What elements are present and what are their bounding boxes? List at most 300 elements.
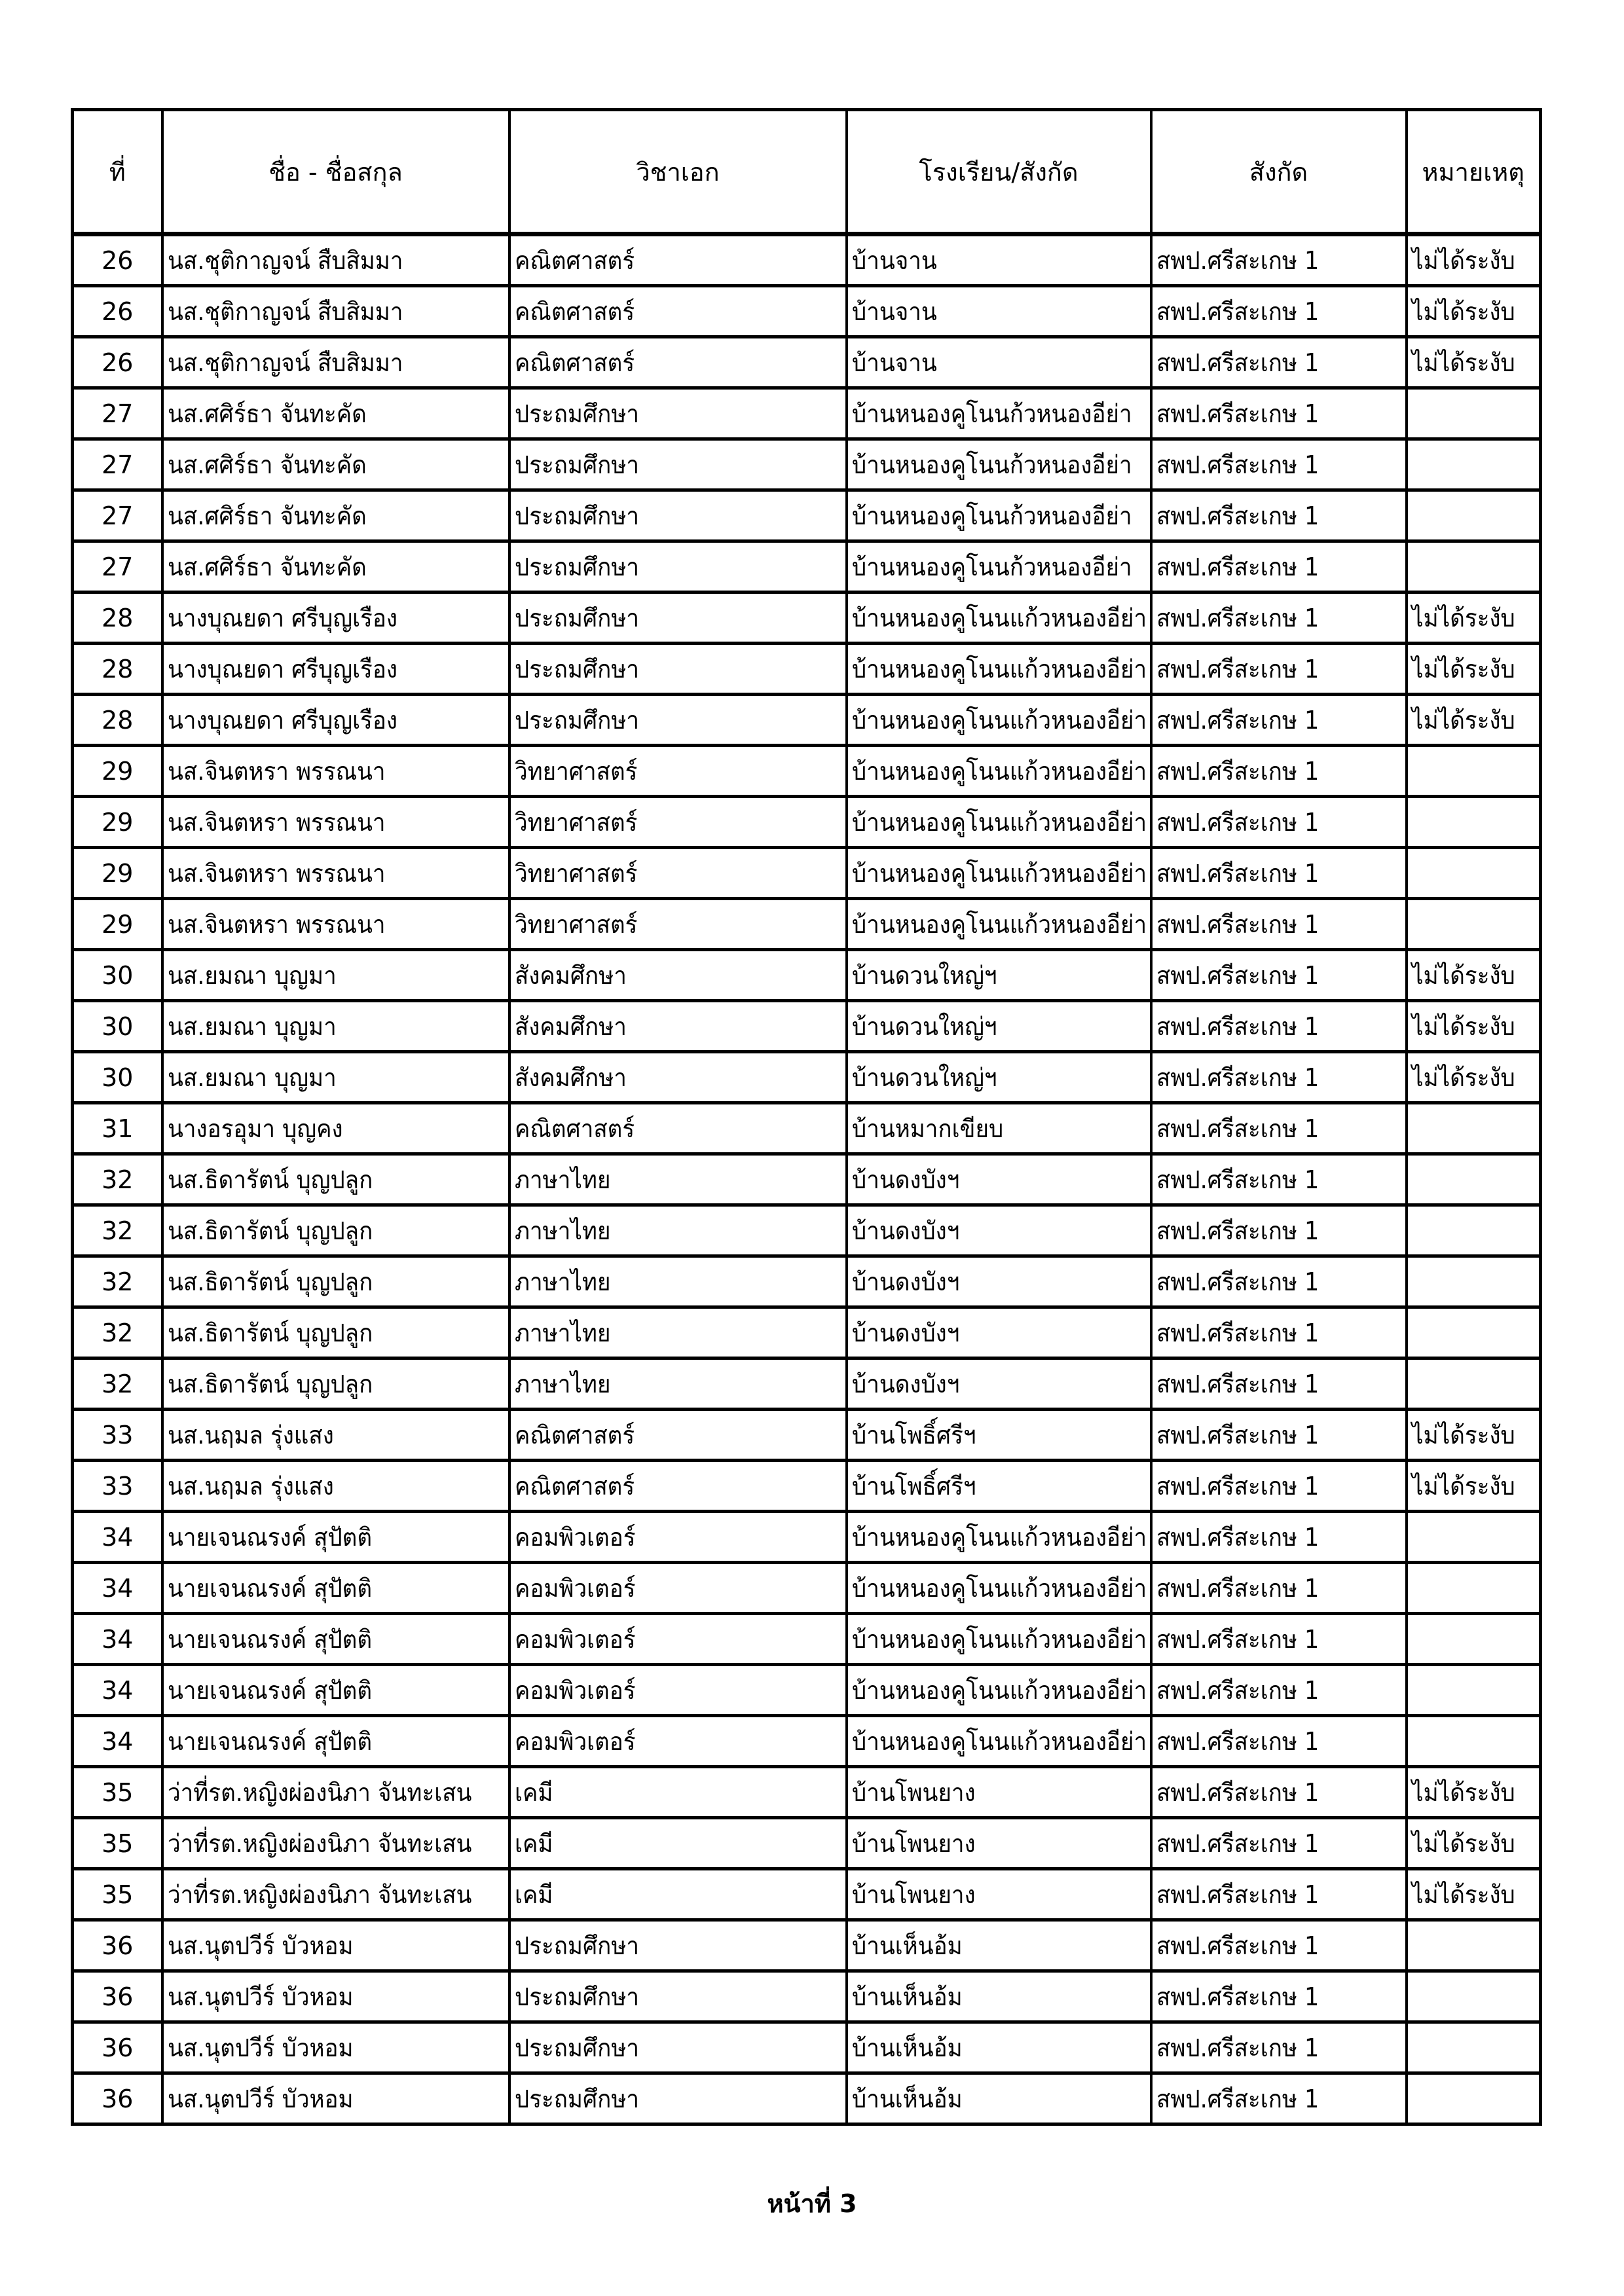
cell-name	[162, 2022, 509, 2073]
cell-school	[847, 1971, 1151, 2022]
cell-school-text: บ้านหนองคูโนนแก้วหนองอีย่า	[851, 603, 1147, 632]
cell-no-text: 32	[101, 1318, 134, 1347]
cell-school-text: บ้านดวนใหญ่ฯ	[851, 960, 997, 990]
cell-school-text: บ้านโพธิ์ศรีฯ	[851, 1471, 976, 1501]
cell-note	[1407, 541, 1541, 592]
cell-major	[509, 1410, 847, 1461]
cell-major-text: ประถมศึกษา	[514, 603, 639, 632]
cell-school	[847, 1818, 1151, 1869]
cell-note	[1407, 1716, 1541, 1767]
cell-school	[847, 899, 1151, 950]
cell-affiliation-text: สพป.ศรีสะเกษ 1	[1156, 1624, 1319, 1654]
cell-no-text: 35	[101, 1777, 134, 1807]
cell-school-text: บ้านจาน	[851, 348, 937, 377]
cell-no-text: 33	[101, 1471, 134, 1501]
cell-affiliation-text: สพป.ศรีสะเกษ 1	[1156, 450, 1319, 479]
table-body	[73, 234, 1541, 2124]
cell-affiliation	[1151, 592, 1407, 644]
cell-major-text: ภาษาไทย	[514, 1318, 610, 1347]
cell-major	[509, 592, 847, 644]
header-major: วิชาเอก	[509, 110, 847, 234]
cell-no	[73, 1256, 162, 1307]
table-row	[73, 1256, 1541, 1307]
cell-affiliation-text: สพป.ศรีสะเกษ 1	[1156, 1165, 1319, 1194]
cell-major	[509, 1103, 847, 1154]
cell-affiliation-text: สพป.ศรีสะเกษ 1	[1156, 246, 1319, 275]
cell-affiliation-text: สพป.ศรีสะเกษ 1	[1156, 1931, 1319, 1960]
cell-major	[509, 286, 847, 337]
cell-major-text: วิทยาศาสตร์	[514, 909, 637, 939]
cell-no-text: 32	[101, 1369, 134, 1398]
cell-no-text: 34	[101, 1522, 134, 1552]
cell-note	[1407, 1665, 1541, 1716]
cell-school-text: บ้านหนองคูโนนก้วหนองอีย่า	[851, 399, 1132, 428]
cell-name-text: นส.ยมณา บุญมา	[167, 960, 337, 990]
cell-no-text: 34	[101, 1573, 134, 1603]
cell-no-text: 36	[101, 2084, 134, 2113]
cell-school	[847, 2022, 1151, 2073]
header-row	[73, 110, 1541, 234]
header-no: ที่	[73, 110, 162, 234]
cell-no	[73, 1512, 162, 1563]
cell-no	[73, 1052, 162, 1103]
cell-major	[509, 337, 847, 388]
cell-no	[73, 388, 162, 439]
cell-major-text: ประถมศึกษา	[514, 1931, 639, 1960]
table-row	[73, 490, 1541, 541]
cell-no-text: 32	[101, 1216, 134, 1245]
cell-no	[73, 337, 162, 388]
cell-major	[509, 848, 847, 899]
cell-no	[73, 746, 162, 797]
cell-note	[1407, 1256, 1541, 1307]
cell-no-text: 32	[101, 1267, 134, 1296]
cell-name	[162, 1358, 509, 1410]
cell-affiliation-text: สพป.ศรีสะเกษ 1	[1156, 1420, 1319, 1449]
cell-name	[162, 644, 509, 695]
table-row	[73, 1512, 1541, 1563]
cell-school-text: บ้านหนองคูโนนแก้วหนองอีย่า	[851, 705, 1147, 735]
cell-major	[509, 1614, 847, 1665]
cell-no-text: 36	[101, 1931, 134, 1960]
cell-name-text: นส.ธิดารัตน์ บุญปลูก	[167, 1267, 373, 1296]
cell-school	[847, 1358, 1151, 1410]
cell-no-text: 32	[101, 1165, 134, 1194]
table-row	[73, 848, 1541, 899]
cell-no	[73, 899, 162, 950]
cell-major	[509, 1001, 847, 1052]
cell-major	[509, 1358, 847, 1410]
cell-note-text: ไม่ได้ระงับ	[1411, 297, 1515, 326]
cell-note	[1407, 490, 1541, 541]
cell-major	[509, 746, 847, 797]
cell-affiliation-text: สพป.ศรีสะเกษ 1	[1156, 1216, 1319, 1245]
table-row	[73, 1818, 1541, 1869]
cell-affiliation-text: สพป.ศรีสะเกษ 1	[1156, 1573, 1319, 1603]
cell-note	[1407, 1205, 1541, 1256]
cell-school-text: บ้านหนองคูโนนแก้วหนองอีย่า	[851, 1624, 1147, 1654]
cell-note-text: ไม่ได้ระงับ	[1411, 1011, 1515, 1041]
cell-school	[847, 644, 1151, 695]
cell-note	[1407, 234, 1541, 286]
cell-major	[509, 899, 847, 950]
cell-name-text: นส.ศศิร์ธา จันทะคัด	[167, 552, 367, 581]
table-row	[73, 234, 1541, 286]
cell-note	[1407, 746, 1541, 797]
cell-school-text: บ้านหนองคูโนนแก้วหนองอีย่า	[851, 1522, 1147, 1552]
cell-no	[73, 1205, 162, 1256]
cell-name	[162, 1869, 509, 1920]
cell-name-text: นส.ศศิร์ธา จันทะคัด	[167, 501, 367, 530]
cell-no	[73, 234, 162, 286]
cell-school	[847, 1256, 1151, 1307]
cell-no-text: 34	[101, 1726, 134, 1756]
header-name: ชื่อ - ชื่อสกุล	[162, 110, 509, 234]
cell-note	[1407, 1358, 1541, 1410]
cell-major	[509, 644, 847, 695]
cell-major-text: คณิตศาสตร์	[514, 246, 635, 275]
cell-school	[847, 234, 1151, 286]
cell-school	[847, 337, 1151, 388]
cell-affiliation-text: สพป.ศรีสะเกษ 1	[1156, 501, 1319, 530]
cell-major-text: คณิตศาสตร์	[514, 1420, 635, 1449]
cell-note	[1407, 1512, 1541, 1563]
cell-affiliation	[1151, 1971, 1407, 2022]
cell-note	[1407, 1767, 1541, 1818]
table-row	[73, 899, 1541, 950]
cell-name	[162, 1614, 509, 1665]
cell-affiliation	[1151, 1307, 1407, 1358]
cell-name-text: นส.ชุติกาญจน์ สืบสิมมา	[167, 297, 403, 326]
table-row	[73, 644, 1541, 695]
cell-school	[847, 1563, 1151, 1614]
cell-affiliation-text: สพป.ศรีสะเกษ 1	[1156, 1267, 1319, 1296]
cell-affiliation-text: สพป.ศรีสะเกษ 1	[1156, 399, 1319, 428]
cell-affiliation	[1151, 490, 1407, 541]
cell-affiliation	[1151, 899, 1407, 950]
cell-major	[509, 490, 847, 541]
cell-name	[162, 899, 509, 950]
cell-note	[1407, 1971, 1541, 2022]
cell-affiliation-text: สพป.ศรีสะเกษ 1	[1156, 603, 1319, 632]
table-row	[73, 388, 1541, 439]
cell-major-text: ประถมศึกษา	[514, 450, 639, 479]
cell-affiliation	[1151, 2073, 1407, 2124]
cell-major-text: ประถมศึกษา	[514, 2084, 639, 2113]
cell-no-text: 26	[101, 246, 134, 275]
cell-affiliation	[1151, 1512, 1407, 1563]
cell-major	[509, 950, 847, 1001]
cell-no-text: 29	[101, 756, 134, 786]
cell-school	[847, 746, 1151, 797]
cell-no	[73, 1461, 162, 1512]
cell-no-text: 34	[101, 1624, 134, 1654]
cell-major	[509, 2022, 847, 2073]
cell-affiliation-text: สพป.ศรีสะเกษ 1	[1156, 1777, 1319, 1807]
table-row	[73, 1971, 1541, 2022]
cell-no-text: 26	[101, 348, 134, 377]
cell-name-text: นส.นุตปวีร์ บัวหอม	[167, 1931, 354, 1960]
cell-school	[847, 388, 1151, 439]
cell-no	[73, 439, 162, 490]
cell-major-text: เคมี	[514, 1777, 553, 1807]
cell-affiliation-text: สพป.ศรีสะเกษ 1	[1156, 1114, 1319, 1143]
cell-affiliation	[1151, 388, 1407, 439]
cell-affiliation-text: สพป.ศรีสะเกษ 1	[1156, 654, 1319, 683]
table-row	[73, 1307, 1541, 1358]
cell-school-text: บ้านโพนยาง	[851, 1777, 976, 1807]
cell-school-text: บ้านดงบังฯ	[851, 1369, 959, 1398]
cell-affiliation-text: สพป.ศรีสะเกษ 1	[1156, 1471, 1319, 1501]
cell-affiliation-text: สพป.ศรีสะเกษ 1	[1156, 2084, 1319, 2113]
cell-name	[162, 1665, 509, 1716]
cell-note-text: ไม่ได้ระงับ	[1411, 705, 1515, 735]
cell-major	[509, 1154, 847, 1205]
cell-major-text: ประถมศึกษา	[514, 654, 639, 683]
cell-major	[509, 1716, 847, 1767]
cell-name	[162, 1052, 509, 1103]
cell-affiliation	[1151, 746, 1407, 797]
cell-no-text: 28	[101, 705, 134, 735]
cell-major	[509, 541, 847, 592]
cell-no	[73, 592, 162, 644]
table-row	[73, 950, 1541, 1001]
cell-school-text: บ้านเห็นอ้ม	[851, 2084, 963, 2113]
cell-school	[847, 1307, 1151, 1358]
cell-name-text: นส.ยมณา บุญมา	[167, 1011, 337, 1041]
cell-affiliation-text: สพป.ศรีสะเกษ 1	[1156, 1369, 1319, 1398]
cell-major-text: ภาษาไทย	[514, 1369, 610, 1398]
table-header	[73, 110, 1541, 234]
cell-no-text: 29	[101, 858, 134, 888]
table-row	[73, 1869, 1541, 1920]
cell-no-text: 35	[101, 1829, 134, 1858]
cell-major-text: ประถมศึกษา	[514, 705, 639, 735]
cell-note	[1407, 1614, 1541, 1665]
teacher-list-table	[71, 108, 1542, 2126]
cell-affiliation	[1151, 797, 1407, 848]
cell-no-text: 36	[101, 1982, 134, 2011]
cell-name-text: ว่าที่รต.หญิงผ่องนิภา จันทะเสน	[167, 1777, 471, 1807]
cell-school	[847, 1614, 1151, 1665]
cell-name-text: นางบุณยดา ศรีบุญเรือง	[167, 654, 397, 683]
cell-note	[1407, 695, 1541, 746]
cell-note-text: ไม่ได้ระงับ	[1411, 654, 1515, 683]
cell-affiliation	[1151, 337, 1407, 388]
cell-note-text: ไม่ได้ระงับ	[1411, 348, 1515, 377]
cell-no-text: 29	[101, 807, 134, 837]
cell-note	[1407, 1920, 1541, 1971]
cell-affiliation-text: สพป.ศรีสะเกษ 1	[1156, 1880, 1319, 1909]
cell-no	[73, 1920, 162, 1971]
cell-school	[847, 1154, 1151, 1205]
cell-school	[847, 1767, 1151, 1818]
cell-name-text: นส.นุตปวีร์ บัวหอม	[167, 2033, 354, 2062]
cell-name-text: นส.ศศิร์ธา จันทะคัด	[167, 399, 367, 428]
cell-major	[509, 234, 847, 286]
cell-no	[73, 2022, 162, 2073]
cell-name	[162, 1307, 509, 1358]
cell-affiliation-text: สพป.ศรีสะเกษ 1	[1156, 1063, 1319, 1092]
cell-affiliation	[1151, 1461, 1407, 1512]
table-row	[73, 746, 1541, 797]
cell-affiliation-text: สพป.ศรีสะเกษ 1	[1156, 960, 1319, 990]
table-row	[73, 592, 1541, 644]
cell-affiliation-text: สพป.ศรีสะเกษ 1	[1156, 1829, 1319, 1858]
table-row	[73, 1614, 1541, 1665]
cell-no-text: 28	[101, 654, 134, 683]
cell-name	[162, 337, 509, 388]
cell-major-text: วิทยาศาสตร์	[514, 756, 637, 786]
cell-school-text: บ้านเห็นอ้ม	[851, 1982, 963, 2011]
table-row	[73, 1767, 1541, 1818]
cell-name-text: นส.ธิดารัตน์ บุญปลูก	[167, 1318, 373, 1347]
cell-school	[847, 1716, 1151, 1767]
cell-note	[1407, 848, 1541, 899]
cell-name	[162, 1154, 509, 1205]
table-row	[73, 541, 1541, 592]
cell-no-text: 27	[101, 399, 134, 428]
cell-school-text: บ้านดวนใหญ่ฯ	[851, 1063, 997, 1092]
cell-affiliation	[1151, 1614, 1407, 1665]
cell-major-text: วิทยาศาสตร์	[514, 858, 637, 888]
cell-school-text: บ้านโพธิ์ศรีฯ	[851, 1420, 976, 1449]
cell-major-text: คอมพิวเตอร์	[514, 1624, 636, 1654]
cell-no-text: 27	[101, 501, 134, 530]
cell-no-text: 27	[101, 450, 134, 479]
cell-name-text: นส.ชุติกาญจน์ สืบสิมมา	[167, 348, 403, 377]
cell-no-text: 27	[101, 552, 134, 581]
cell-name-text: นายเจนณรงค์ สุปัตติ	[167, 1522, 372, 1552]
cell-no-text: 33	[101, 1420, 134, 1449]
cell-no	[73, 1001, 162, 1052]
cell-major	[509, 439, 847, 490]
cell-name	[162, 797, 509, 848]
cell-major-text: ประถมศึกษา	[514, 1982, 639, 2011]
cell-major	[509, 1205, 847, 1256]
cell-name	[162, 1920, 509, 1971]
table-row	[73, 1103, 1541, 1154]
cell-school-text: บ้านหนองคูโนนแก้วหนองอีย่า	[851, 756, 1147, 786]
cell-major	[509, 1665, 847, 1716]
cell-name	[162, 1563, 509, 1614]
cell-school-text: บ้านโพนยาง	[851, 1880, 976, 1909]
cell-name	[162, 1256, 509, 1307]
cell-school	[847, 1920, 1151, 1971]
cell-affiliation	[1151, 1001, 1407, 1052]
cell-note-text: ไม่ได้ระงับ	[1411, 1880, 1515, 1909]
cell-affiliation	[1151, 2022, 1407, 2073]
cell-note-text: ไม่ได้ระงับ	[1411, 1471, 1515, 1501]
table-row	[73, 1154, 1541, 1205]
cell-affiliation	[1151, 1869, 1407, 1920]
cell-no	[73, 1716, 162, 1767]
cell-affiliation-text: สพป.ศรีสะเกษ 1	[1156, 858, 1319, 888]
cell-no	[73, 1767, 162, 1818]
cell-note-text: ไม่ได้ระงับ	[1411, 1420, 1515, 1449]
cell-affiliation-text: สพป.ศรีสะเกษ 1	[1156, 1726, 1319, 1756]
table-row	[73, 1358, 1541, 1410]
cell-no	[73, 1307, 162, 1358]
cell-name	[162, 1512, 509, 1563]
cell-school-text: บ้านโพนยาง	[851, 1829, 976, 1858]
cell-name-text: นายเจนณรงค์ สุปัตติ	[167, 1675, 372, 1705]
cell-school-text: บ้านหนองคูโนนแก้วหนองอีย่า	[851, 1573, 1147, 1603]
table-row	[73, 797, 1541, 848]
cell-note	[1407, 439, 1541, 490]
cell-note-text: ไม่ได้ระงับ	[1411, 603, 1515, 632]
cell-name-text: นส.ธิดารัตน์ บุญปลูก	[167, 1216, 373, 1245]
cell-note	[1407, 592, 1541, 644]
cell-note-text: ไม่ได้ระงับ	[1411, 1063, 1515, 1092]
cell-no-text: 26	[101, 297, 134, 326]
cell-no	[73, 1971, 162, 2022]
cell-name	[162, 592, 509, 644]
cell-note	[1407, 1052, 1541, 1103]
cell-name-text: นส.ยมณา บุญมา	[167, 1063, 337, 1092]
cell-note	[1407, 899, 1541, 950]
cell-name	[162, 1461, 509, 1512]
cell-affiliation-text: สพป.ศรีสะเกษ 1	[1156, 2033, 1319, 2062]
table-row	[73, 1563, 1541, 1614]
cell-affiliation	[1151, 1665, 1407, 1716]
cell-name-text: ว่าที่รต.หญิงผ่องนิภา จันทะเสน	[167, 1829, 471, 1858]
cell-school-text: บ้านหนองคูโนนแก้วหนองอีย่า	[851, 1675, 1147, 1705]
header-school: โรงเรียน/สังกัด	[847, 110, 1151, 234]
cell-school-text: บ้านหนองคูโนนแก้วหนองอีย่า	[851, 807, 1147, 837]
cell-name	[162, 286, 509, 337]
cell-major-text: ประถมศึกษา	[514, 552, 639, 581]
table-row	[73, 286, 1541, 337]
cell-school-text: บ้านหนองคูโนนก้วหนองอีย่า	[851, 501, 1132, 530]
cell-name	[162, 746, 509, 797]
cell-major	[509, 695, 847, 746]
table-row	[73, 2022, 1541, 2073]
cell-note	[1407, 337, 1541, 388]
cell-school	[847, 1205, 1151, 1256]
cell-name-text: นายเจนณรงค์ สุปัตติ	[167, 1726, 372, 1756]
cell-school	[847, 286, 1151, 337]
cell-major	[509, 1256, 847, 1307]
cell-school-text: บ้านหนองคูโนนแก้วหนองอีย่า	[851, 909, 1147, 939]
cell-no-text: 29	[101, 909, 134, 939]
cell-affiliation-text: สพป.ศรีสะเกษ 1	[1156, 756, 1319, 786]
cell-no	[73, 1154, 162, 1205]
cell-no	[73, 848, 162, 899]
cell-affiliation	[1151, 695, 1407, 746]
cell-name	[162, 1001, 509, 1052]
cell-affiliation	[1151, 1052, 1407, 1103]
cell-school-text: บ้านดวนใหญ่ฯ	[851, 1011, 997, 1041]
cell-affiliation-text: สพป.ศรีสะเกษ 1	[1156, 1522, 1319, 1552]
cell-name-text: นายเจนณรงค์ สุปัตติ	[167, 1573, 372, 1603]
cell-note	[1407, 286, 1541, 337]
cell-affiliation-text: สพป.ศรีสะเกษ 1	[1156, 348, 1319, 377]
cell-name-text: นางบุณยดา ศรีบุญเรือง	[167, 603, 397, 632]
cell-affiliation	[1151, 1716, 1407, 1767]
table-row	[73, 1052, 1541, 1103]
cell-major	[509, 797, 847, 848]
cell-affiliation-text: สพป.ศรีสะเกษ 1	[1156, 1982, 1319, 2011]
cell-note	[1407, 950, 1541, 1001]
cell-major	[509, 1920, 847, 1971]
cell-no-text: 30	[101, 1063, 134, 1092]
cell-major	[509, 1767, 847, 1818]
cell-name	[162, 1205, 509, 1256]
cell-major-text: คอมพิวเตอร์	[514, 1675, 636, 1705]
cell-major-text: คณิตศาสตร์	[514, 1114, 635, 1143]
header-note: หมายเหตุ	[1407, 110, 1541, 234]
